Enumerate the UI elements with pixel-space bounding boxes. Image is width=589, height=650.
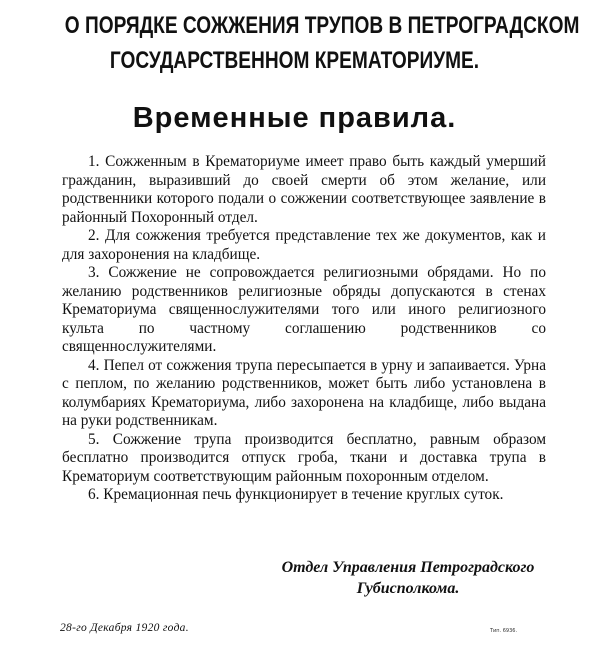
rule-item-1: 1. Сожженным в Крематориуме имеет право быть каждый умерший гражданин, выразивший до своей смерти об этом желание, или родственники которого подали о сожжении соответствующее заявление в районный Похоронный отдел. (62, 153, 546, 226)
document-title-line-1: О ПОРЯДКЕ СОЖЖЕНИЯ ТРУПОВ В ПЕТРОГРАДСКОМ (64, 12, 580, 39)
document-date: 28-го Декабря 1920 года. (60, 622, 189, 634)
rule-item-2: 2. Для сожжения требуется представление тех же документов, как и для захоронения на кладбище. (62, 227, 546, 263)
rules-list (62, 153, 546, 505)
printer-mark: Тип. 6936. (490, 628, 518, 634)
signature-line-2: Губисполкома. (356, 580, 460, 597)
rule-item-3: 3. Сожжение не сопровождается религиозными обрядами. Но по желанию родственников религиозные обряды допускаются в стенах Крематориума священнослужителями того или иного религиозного культа по частному соглашению родственников со священнослужителями. (62, 264, 546, 355)
rule-item-4: 4. Пепел от сожжения трупа пересыпается в урну и запаивается. Урна с пеплом, по желанию родственников, может быть либо установлена в колумбариях Крематориума, либо захоронена на кладбище, либо выдана на руки родственникам. (62, 356, 546, 429)
rule-item-6: 6. Кремационная печь функционирует в течение круглых суток. (88, 486, 504, 503)
document-title-line-2: ГОСУДАРСТВЕННОМ КРЕМАТОРИУМЕ. (109, 47, 480, 74)
document-subtitle: Временные правила. (132, 102, 457, 134)
signature-block (258, 557, 558, 599)
signature-line-1: Отдел Управления Петроградского (281, 559, 535, 576)
rule-item-5: 5. Сожжение трупа производится бесплатно, равным образом бесплатно производится отпуск гроба, ткани и доставка трупа в Крематориум соответствующим районным похоронным отделом. (62, 430, 546, 485)
